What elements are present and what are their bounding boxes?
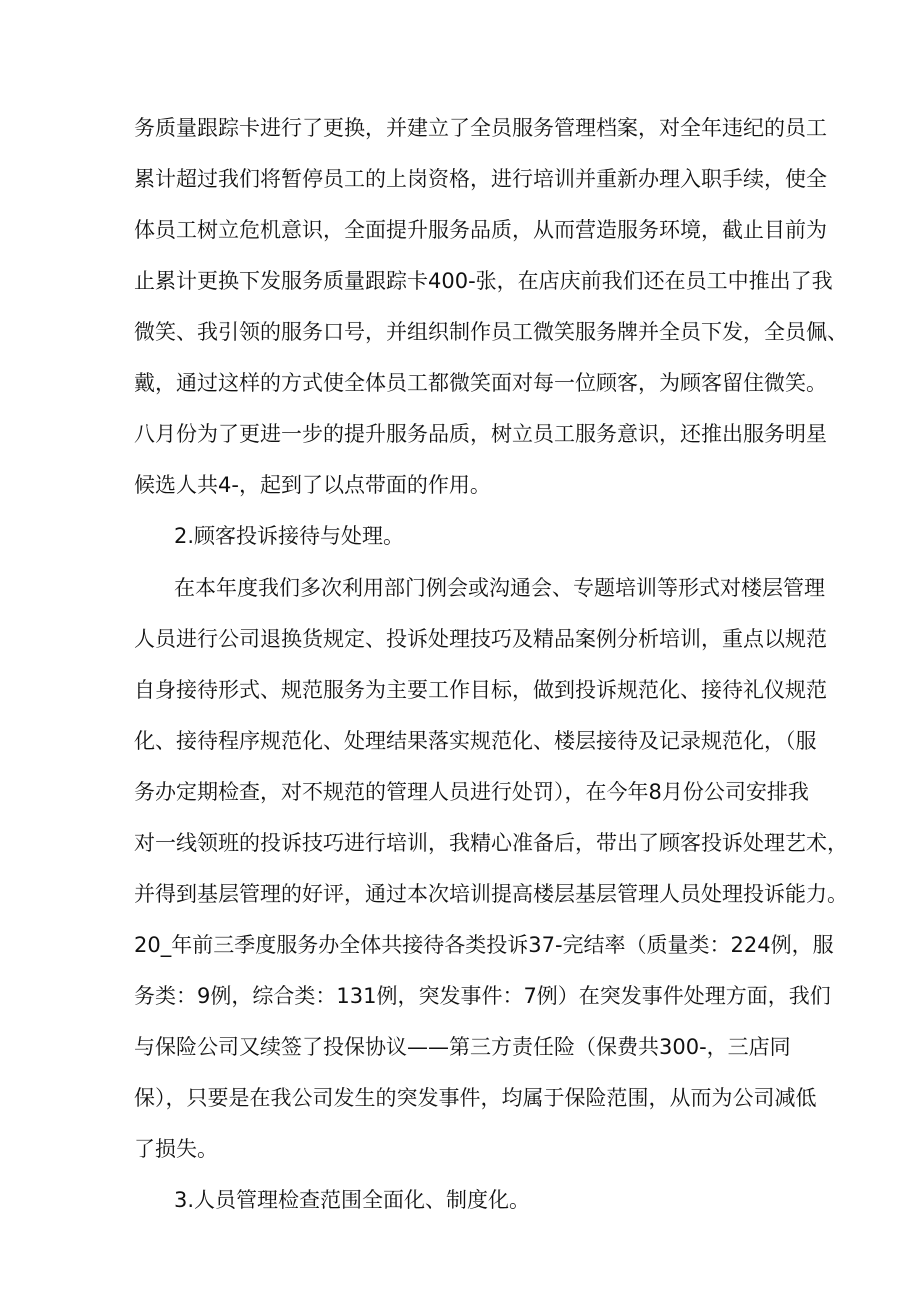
paragraph-line: 自身接待形式、规范服务为主要工作目标，做到投诉规范化、接待礼仪规范 <box>134 678 827 702</box>
section-heading: 2.顾客投诉接待与处理。 <box>174 524 405 548</box>
paragraph-line: 化、接待程序规范化、处理结果落实规范化、楼层接待及记录规范化，（服 <box>134 729 817 753</box>
paragraph-line: 对一线领班的投诉技巧进行培训，我精心准备后，带出了顾客投诉处理艺术， <box>134 831 848 855</box>
paragraph-line: 体员工树立危机意识，全面提升服务品质，从而营造服务环境，截止目前为 <box>134 218 827 242</box>
paragraph-line: 八月份为了更进一步的提升服务品质，树立员工服务意识，还推出服务明星 <box>134 422 827 446</box>
paragraph-line: 候选人共4-，起到了以点带面的作用。 <box>134 473 491 497</box>
paragraph-line: 与保险公司又续签了投保协议——第三方责任险（保费共300-，三店同 <box>134 1035 791 1059</box>
paragraph-line: 20_年前三季度服务办全体共接待各类投诉37-完结率（质量类：224例，服 <box>134 933 834 957</box>
section-heading: 3.人员管理检查范围全面化、制度化。 <box>174 1188 531 1212</box>
paragraph-line: 务质量跟踪卡进行了更换，并建立了全员服务管理档案，对全年违纪的员工 <box>134 116 827 140</box>
paragraph-line: 务办定期检查，对不规范的管理人员进行处罚），在今年8月份公司安排我 <box>134 780 809 804</box>
paragraph-line: 戴，通过这样的方式使全体员工都微笑面对每一位顾客，为顾客留住微笑。 <box>134 371 827 395</box>
paragraph-line: 人员进行公司退换货规定、投诉处理技巧及精品案例分析培训，重点以规范 <box>134 627 827 651</box>
paragraph-line: 保），只要是在我公司发生的突发事件，均属于保险范围，从而为公司减低 <box>134 1086 817 1110</box>
paragraph-line: 并得到基层管理的好评，通过本次培训提高楼层基层管理人员处理投诉能力。 <box>134 882 848 906</box>
paragraph-line: 了损失。 <box>134 1137 218 1161</box>
paragraph-line: 累计超过我们将暂停员工的上岗资格，进行培训并重新办理入职手续，使全 <box>134 167 827 191</box>
paragraph-line: 止累计更换下发服务质量跟踪卡400-张，在店庆前我们还在员工中推出了我 <box>134 269 833 293</box>
paragraph-line: 务类：9例，综合类：131例，突发事件：7例）在突发事件处理方面，我们 <box>134 984 831 1008</box>
paragraph-line: 在本年度我们多次利用部门例会或沟通会、专题培训等形式对楼层管理 <box>174 576 825 600</box>
paragraph-line: 微笑、我引领的服务口号，并组织制作员工微笑服务牌并全员下发，全员佩、 <box>134 320 848 344</box>
